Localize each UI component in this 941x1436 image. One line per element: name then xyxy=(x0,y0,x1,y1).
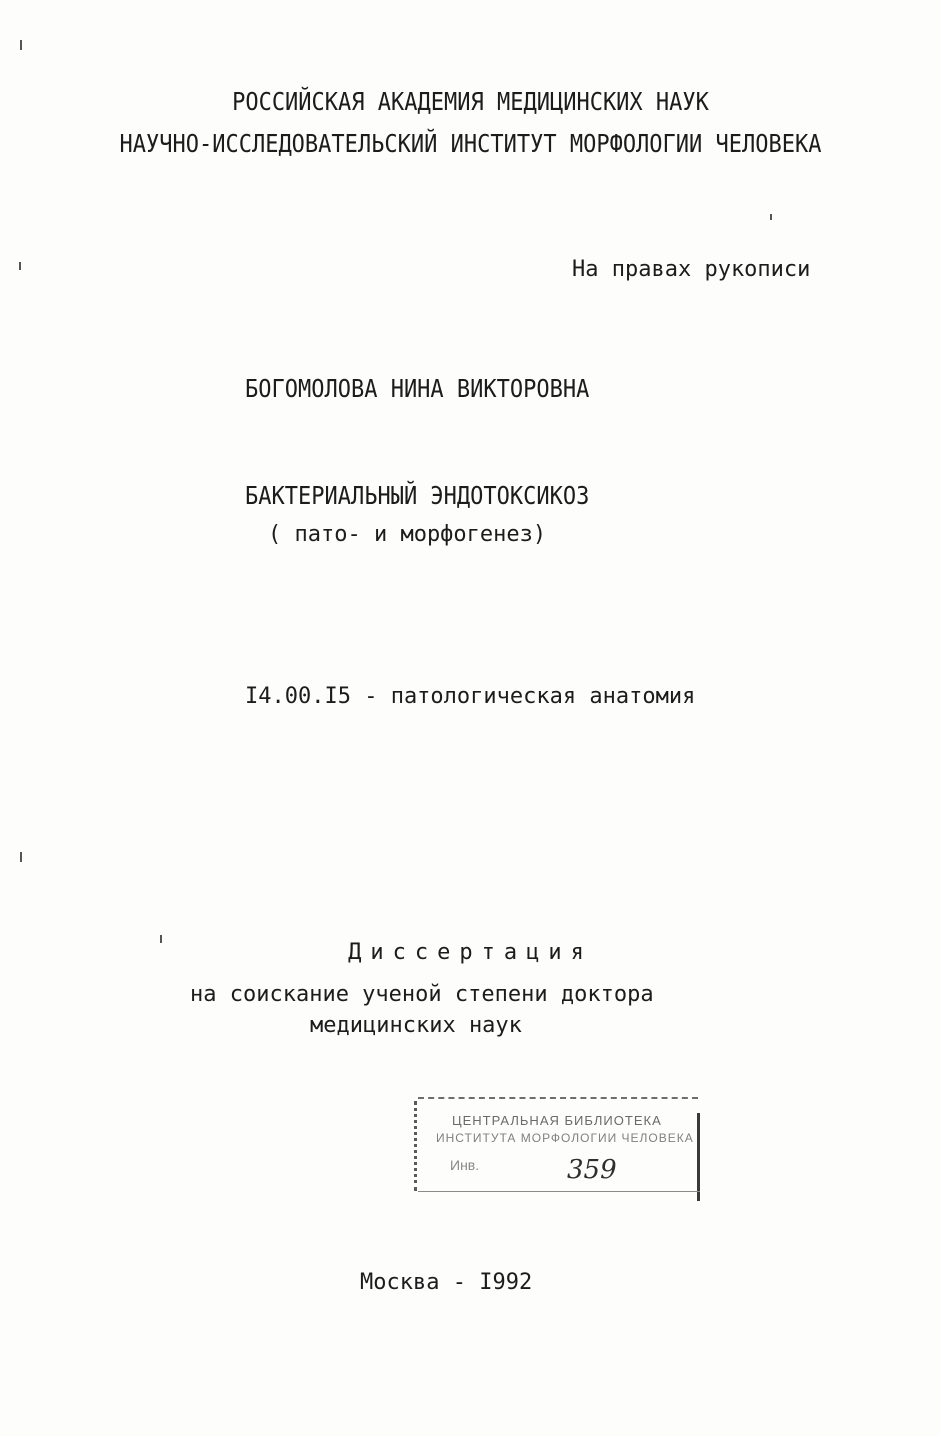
degree-line-2: медицинских наук xyxy=(310,1013,522,1038)
scan-mark xyxy=(770,214,772,220)
scan-mark xyxy=(20,852,22,862)
stamp-border xyxy=(418,1191,700,1192)
author-name: БОГОМОЛОВА НИНА ВИКТОРОВНА xyxy=(245,375,590,404)
place-and-year: Москва - I992 xyxy=(360,1270,533,1295)
stamp-inventory-number: 359 xyxy=(567,1155,617,1185)
degree-line-1: на соискание ученой степени доктора xyxy=(190,982,654,1007)
stamp-inventory-label: Инв. xyxy=(450,1157,480,1173)
dissertation-subtitle: ( пато- и морфогенез) xyxy=(268,522,547,547)
scan-mark xyxy=(19,262,21,270)
rights-note: На правах рукописи xyxy=(572,257,811,282)
academy-name: РОССИЙСКАЯ АКАДЕМИЯ МЕДИЦИНСКИХ НАУК xyxy=(232,88,709,117)
specialty-code: I4.00.I5 - патологическая анатомия xyxy=(245,684,696,709)
library-stamp xyxy=(412,1093,702,1201)
document-type: Диссертация xyxy=(348,940,593,965)
institute-name: НАУЧНО-ИССЛЕДОВАТЕЛЬСКИЙ ИНСТИТУТ МОРФОЛОГИИ ЧЕЛОВЕКА xyxy=(119,130,822,159)
dissertation-title: БАКТЕРИАЛЬНЫЙ ЭНДОТОКСИКОЗ xyxy=(245,482,590,511)
stamp-library-name: ЦЕНТРАЛЬНАЯ БИБЛИОТЕКА xyxy=(452,1113,662,1128)
stamp-border xyxy=(414,1101,417,1191)
stamp-border xyxy=(697,1113,700,1201)
scan-mark xyxy=(20,40,22,50)
stamp-border xyxy=(418,1097,698,1099)
stamp-institute-name: ИНСТИТУТА МОРФОЛОГИИ ЧЕЛОВЕКА xyxy=(436,1131,694,1145)
